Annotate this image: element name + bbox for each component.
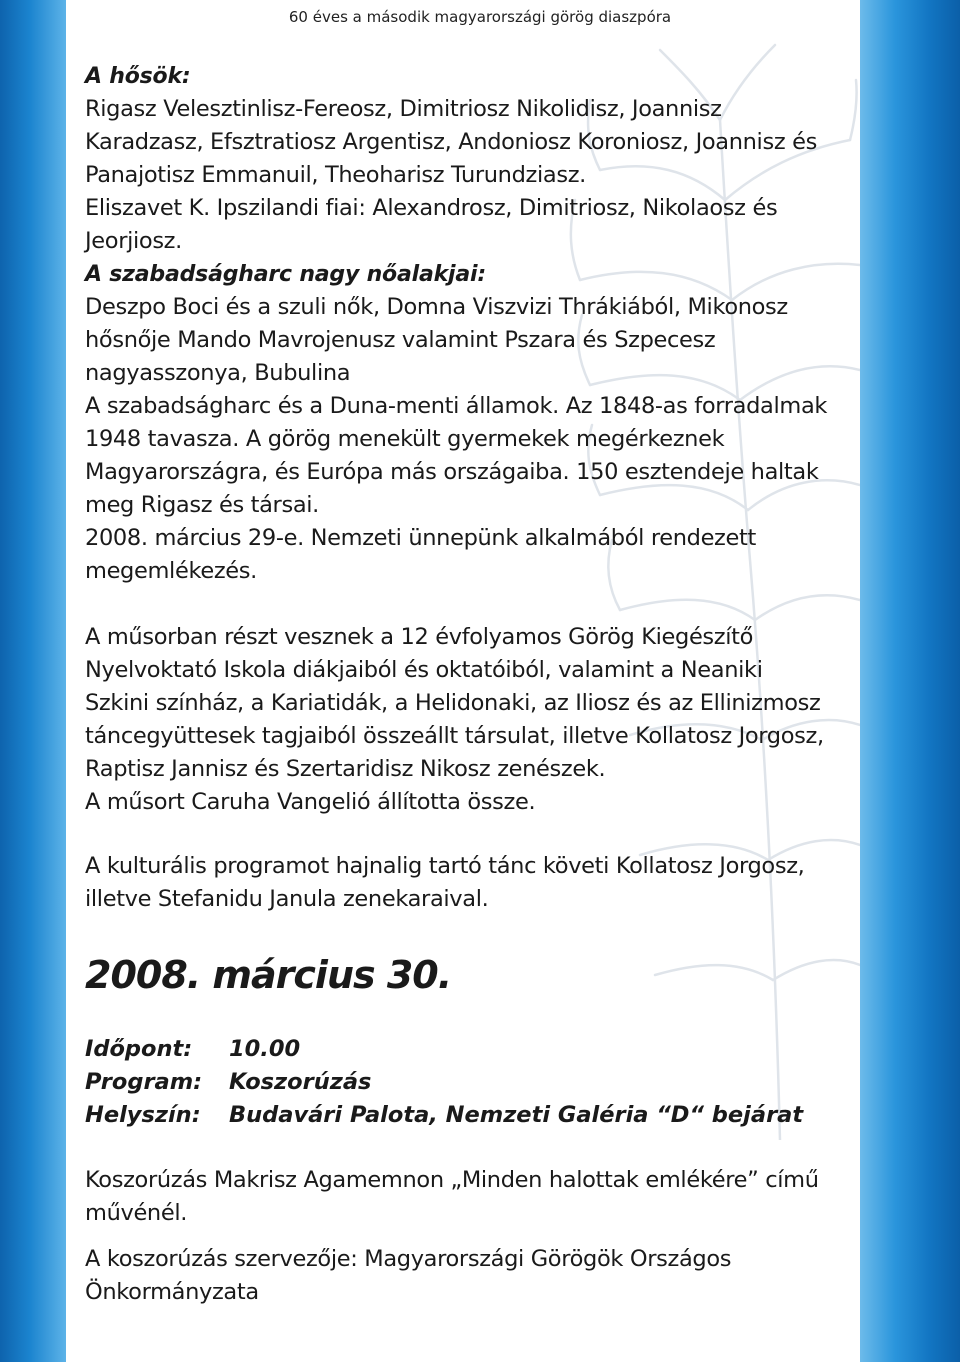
women-line: hősnője Mando Mavrojenusz valamint Pszara és Szpecesz bbox=[85, 327, 716, 353]
women-heading: A szabadságharc nagy nőalakjai: bbox=[85, 262, 486, 287]
place-label: Helyszín: bbox=[85, 1102, 201, 1128]
program-label: Program: bbox=[85, 1069, 203, 1095]
organizer-paragraph bbox=[85, 1243, 845, 1309]
page-header: 60 éves a második magyarországi görög diaszpóra bbox=[288, 8, 672, 26]
program-row bbox=[85, 1066, 845, 1099]
time-label: Időpont: bbox=[85, 1036, 193, 1062]
dance-line: A kulturális programot hajnalig tartó tánc követi Kollatosz Jorgosz, bbox=[85, 853, 805, 879]
wreath-line: Koszorúzás Makrisz Agamemnon „Minden halottak emlékére” című bbox=[85, 1167, 819, 1193]
organizer-line: A koszorúzás szervezője: Magyarországi Görögök Országos bbox=[85, 1246, 732, 1272]
heroes-heading: A hősök: bbox=[85, 64, 191, 89]
time-value: 10.00 bbox=[229, 1036, 301, 1062]
program-line: Szkini színház, a Kariatidák, a Helidonaki, az Iliosz és az Ellinizmosz bbox=[85, 690, 821, 716]
program-line: A műsort Caruha Vangelió állította össze. bbox=[85, 789, 536, 815]
dance-line: illetve Stefanidu Janula zenekaraival. bbox=[85, 886, 489, 912]
women-line: A szabadságharc és a Duna-menti államok. Az 1848-as forradalmak bbox=[85, 393, 828, 419]
time-row bbox=[85, 1033, 845, 1066]
heroes-line: Jeorjiosz. bbox=[85, 228, 182, 254]
program-paragraph bbox=[85, 621, 845, 819]
program-value: Koszorúzás bbox=[229, 1069, 372, 1095]
dance-paragraph bbox=[85, 850, 845, 916]
right-blue-border bbox=[860, 0, 960, 1362]
wreath-line: művénél. bbox=[85, 1200, 188, 1226]
program-line: Raptisz Jannisz és Szertaridisz Nikosz zenészek. bbox=[85, 756, 606, 782]
women-line: megemlékezés. bbox=[85, 558, 257, 584]
women-line: Deszpo Boci és a szuli nők, Domna Viszvizi Thrákiából, Mikonosz bbox=[85, 294, 788, 320]
heroes-line: Panajotisz Emmanuil, Theoharisz Turundziasz. bbox=[85, 162, 586, 188]
event-info bbox=[85, 1033, 845, 1132]
heroes-line: Karadzasz, Efsztratiosz Argentisz, Andoniosz Koroniosz, Joannisz és bbox=[85, 129, 817, 155]
wreath-paragraph bbox=[85, 1164, 845, 1230]
heroes-line: Eliszavet K. Ipszilandi fiai: Alexandrosz, Dimitriosz, Nikolaosz és bbox=[85, 195, 778, 221]
place-value: Budavári Palota, Nemzeti Galéria “D“ bejárat bbox=[229, 1102, 804, 1128]
program-line: táncegyüttesek tagjaiból összeállt társulat, illetve Kollatosz Jorgosz, bbox=[85, 723, 824, 749]
women-line: meg Rigasz és társai. bbox=[85, 492, 319, 518]
main-content bbox=[85, 60, 845, 588]
program-line: Nyelvoktató Iskola diákjaiból és oktatóiból, valamint a Neaniki bbox=[85, 657, 763, 683]
heroes-line: Rigasz Velesztinlisz-Fereosz, Dimitriosz Nikolidisz, Joannisz bbox=[85, 96, 722, 122]
organizer-line: Önkormányzata bbox=[85, 1279, 259, 1305]
left-blue-border bbox=[0, 0, 66, 1362]
women-line: 2008. március 29-e. Nemzeti ünnepünk alkalmából rendezett bbox=[85, 525, 756, 551]
women-line: nagyasszonya, Bubulina bbox=[85, 360, 351, 386]
event-date-heading: 2008. március 30. bbox=[85, 953, 452, 997]
women-line: Magyarországra, és Európa más országaiba. 150 esztendeje haltak bbox=[85, 459, 819, 485]
place-row bbox=[85, 1099, 845, 1132]
women-line: 1948 tavasza. A görög menekült gyermekek megérkeznek bbox=[85, 426, 725, 452]
program-line: A műsorban részt vesznek a 12 évfolyamos Görög Kiegészítő bbox=[85, 624, 754, 650]
